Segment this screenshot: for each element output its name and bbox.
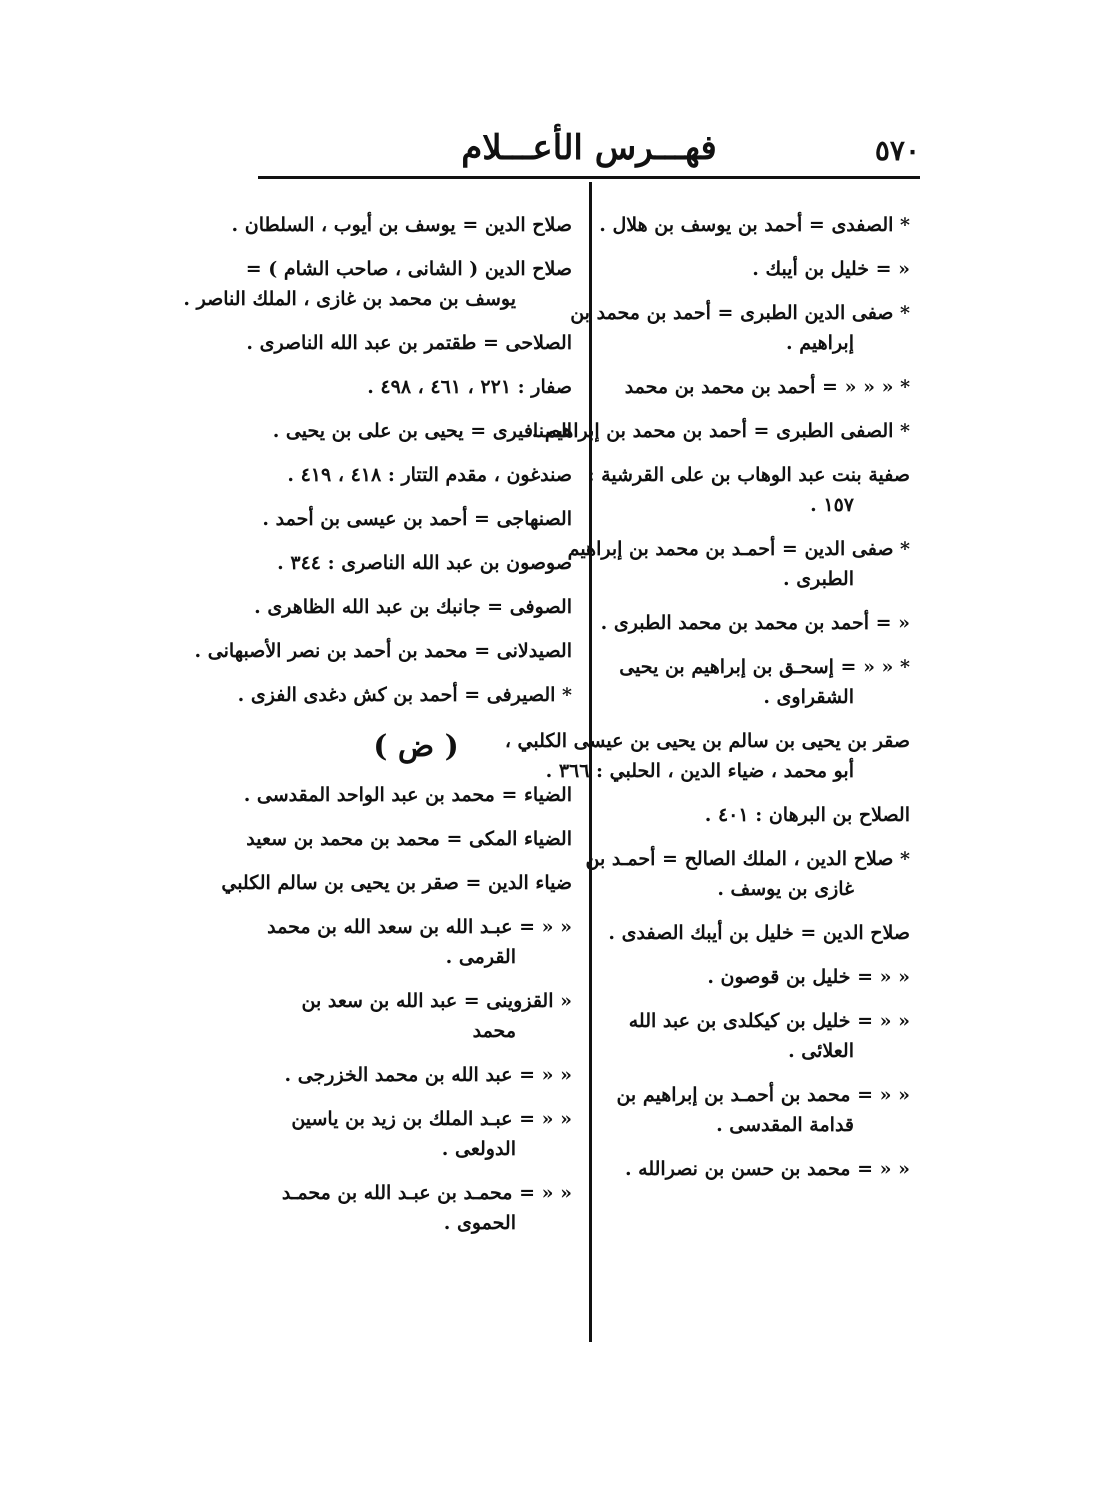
left-column-top — [183, 210, 572, 710]
index-entry — [600, 608, 910, 638]
entry-line: * الصفى الطبرى = أحمد بن محمد بن إبراهيم . — [531, 420, 910, 442]
index-entry — [612, 372, 910, 402]
index-entry — [260, 912, 572, 972]
index-entry — [243, 780, 572, 810]
entry-line: الضياء المكى = محمد بن محمد بن سعيد — [246, 828, 572, 850]
entry-continuation: أبو محمد ، ضياء الدين ، الحلبي : ٣٦٦ . — [545, 760, 854, 782]
entry-line: * صفى الدين = أحمـد بن محمد بن إبراهيم — [567, 538, 910, 560]
entry-line: الصيدلانى = محمد بن أحمد بن نصر الأصبهانى . — [194, 640, 572, 662]
entry-line: الصلاحى = طقتمر بن عبد الله الناصرى . — [246, 332, 572, 354]
entry-continuation: يوسف بن محمد بن غازى ، الملك الناصر . — [183, 288, 516, 310]
left-column — [183, 210, 572, 1252]
entry-continuation: القرمى . — [445, 946, 516, 968]
left-column-bottom — [221, 780, 572, 1238]
entry-line: « القزوينى = عبد الله بن سعد بن — [301, 990, 572, 1012]
entry-continuation: قدامة المقدسى . — [716, 1114, 854, 1136]
page-title: فهـــرس الأعـــلام — [461, 128, 717, 168]
entry-line: الصنهاجى = أحمد بن عيسى بن أحمد . — [262, 508, 572, 530]
index-entry — [504, 726, 910, 786]
index-entry — [570, 298, 910, 358]
page-header — [258, 128, 920, 172]
index-entry — [612, 1006, 910, 1066]
index-entry — [246, 824, 572, 854]
entry-line: « « = عبد الله بن محمد الخزرجى . — [284, 1064, 572, 1086]
index-entry — [260, 416, 572, 446]
entry-line: صفية بنت عبد الوهاب بن على القرشية : — [587, 464, 910, 486]
entry-line: « = أحمد بن محمد بن محمد الطبرى . — [600, 612, 910, 634]
index-entry — [612, 1154, 910, 1184]
entry-line: صلاح الدين = يوسف بن أيوب ، السلطان . — [231, 214, 572, 236]
index-entry — [260, 372, 572, 402]
entry-line: * صلاح الدين ، الملك الصالح = أحمـد بن — [585, 848, 910, 870]
entry-line: صقر بن يحيى بن سالم بن يحيى بن عيسى الكلبي ، — [504, 730, 910, 752]
index-entry — [231, 210, 572, 240]
index-entry — [260, 1178, 572, 1238]
entry-line: صفار : ٢٢١ ، ٤٦١ ، ٤٩٨ . — [367, 376, 572, 398]
index-entry — [612, 1080, 910, 1140]
entry-line: * « « = إسحـق بن إبراهيم بن يحيى — [619, 656, 910, 678]
entry-line: صلاح الدين = خليل بن أيبك الصفدى . — [608, 922, 910, 944]
entry-continuation: الطبرى . — [783, 568, 854, 590]
index-entry — [585, 844, 910, 904]
entry-line: « « = عبـد الله بن سعد الله بن محمد — [267, 916, 572, 938]
index-entry — [260, 1104, 572, 1164]
index-entry — [612, 254, 910, 284]
index-entry — [260, 548, 572, 578]
entry-line: * الصفدى = أحمد بن يوسف بن هلال . — [599, 214, 910, 236]
entry-line: صلاح الدين ( الشانى ، صاحب الشام ) = — [245, 258, 572, 280]
entry-continuation: العلائى . — [788, 1040, 854, 1062]
entry-continuation: الحموى . — [443, 1212, 516, 1234]
page-number: ٥٧٠ — [874, 134, 920, 167]
index-entry — [260, 504, 572, 534]
entry-line: * صفى الدين الطبرى = أحمد بن محمد بن — [570, 302, 910, 324]
entry-continuation: إبراهيم . — [786, 332, 854, 354]
index-entry — [599, 210, 910, 240]
index-entry — [221, 868, 572, 898]
entry-line: « « = خليل بن قوصون . — [707, 966, 910, 988]
index-entry — [246, 328, 572, 358]
entry-line: الصوفى = جانبك بن عبد الله الظاهرى . — [254, 596, 572, 618]
entry-continuation: محمد — [472, 1020, 516, 1042]
entry-line: « « = عبـد الملك بن زيد بن ياسين — [291, 1108, 572, 1130]
entry-line: * الصيرفى = أحمد بن كش دغدى الفزى . — [237, 684, 572, 706]
index-entry — [260, 986, 572, 1046]
entry-line: الضياء = محمد بن عبد الواحد المقدسى . — [243, 784, 572, 806]
index-entry — [608, 918, 910, 948]
entry-line: « = خليل بن أيبك . — [752, 258, 910, 280]
index-entry — [531, 416, 910, 446]
entry-line: الصنافيرى = يحيى بن على بن يحيى . — [272, 420, 572, 442]
index-entry — [194, 636, 572, 666]
entry-continuation: الشقراوى . — [763, 686, 854, 708]
index-entry — [612, 962, 910, 992]
index-entry — [612, 800, 910, 830]
section-letter: ( ض ) — [373, 729, 459, 764]
entry-line: صندغون ، مقدم التتار : ٤١٨ ، ٤١٩ . — [287, 464, 572, 486]
right-column — [504, 210, 910, 1198]
index-entry — [567, 534, 910, 594]
entry-line: « « = خليل بن كيكلدى بن عبد الله — [628, 1010, 910, 1032]
index-entry — [587, 460, 910, 520]
entry-line: « « = محمد بن أحمـد بن إبراهيم بن — [616, 1084, 910, 1106]
entry-continuation: ١٥٧ . — [810, 494, 854, 516]
index-entry — [260, 1060, 572, 1090]
entry-line: « « = محمد بن حسن بن نصرالله . — [624, 1158, 910, 1180]
index-entry — [260, 460, 572, 490]
index-entry — [612, 652, 910, 712]
entry-continuation: الدولعى . — [441, 1138, 516, 1160]
entry-line: صوصون بن عبد الله الناصرى : ٣٤٤ . — [277, 552, 572, 574]
entry-continuation: غازى بن يوسف . — [717, 878, 854, 900]
index-entry — [237, 680, 572, 710]
entry-line: « « = محمـد بن عبـد الله بن محمـد — [281, 1182, 572, 1204]
entry-line: ضياء الدين = صقر بن يحيى بن سالم الكلبي — [221, 872, 572, 894]
index-entry — [254, 592, 572, 622]
entry-line: * « « « = أحمد بن محمد بن محمد — [624, 376, 910, 398]
entry-line: الصلاح بن البرهان : ٤٠١ . — [704, 804, 910, 826]
header-rule — [258, 176, 920, 179]
index-entry — [183, 254, 572, 314]
